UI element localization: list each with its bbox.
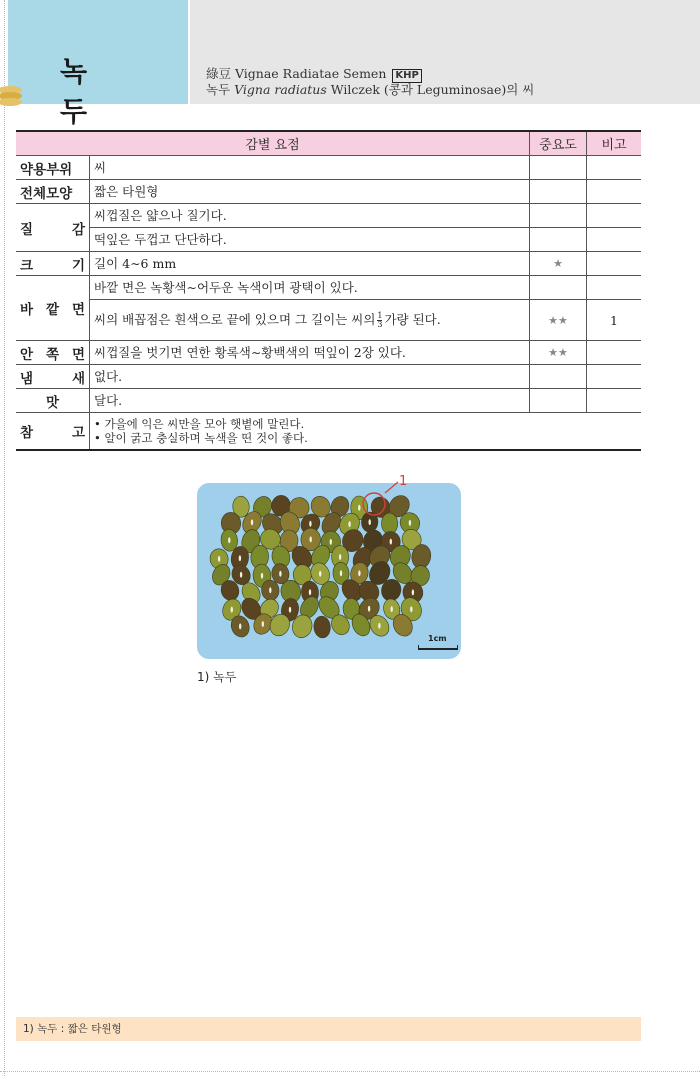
mung-bean-photo: [197, 483, 461, 659]
page-title: 녹 두: [60, 55, 114, 128]
table-row: [16, 252, 641, 276]
callout-number: 1: [399, 474, 408, 489]
importance-cell: ★★: [530, 300, 587, 341]
row-label: 바 깥 면: [16, 276, 90, 341]
table-row: [16, 204, 641, 228]
note-cell: [587, 389, 642, 413]
bean-hilum: [239, 555, 241, 561]
table-row: [16, 276, 641, 300]
row-text: 씨: [90, 156, 530, 180]
fraction-denominator: 3: [377, 320, 383, 329]
table-row: [16, 389, 641, 413]
row-label: 안 쪽 면: [16, 341, 90, 365]
bean-hilum: [289, 607, 291, 613]
row-text: 길이 4∼6 mm: [90, 252, 530, 276]
bean-hilum: [239, 623, 241, 629]
row-label: 냄 새: [16, 365, 90, 389]
importance-cell: [530, 180, 587, 204]
reference-cell: [90, 413, 642, 451]
page-border-left: [4, 0, 5, 1076]
table-row: [16, 156, 641, 180]
note-cell: 1: [587, 300, 642, 341]
bean-hilum: [319, 571, 321, 577]
footnote: 1) 녹두 : 짧은 타원형: [16, 1017, 641, 1041]
callout-marker: [358, 478, 402, 522]
bean-hilum: [231, 607, 233, 613]
note-cell: [587, 252, 642, 276]
table-row: [16, 413, 641, 451]
importance-cell: [530, 276, 587, 300]
bean-hilum: [339, 554, 341, 560]
scientific-name-line: [206, 80, 534, 98]
identification-table: [16, 130, 641, 451]
scale-bar: [418, 645, 458, 650]
note-cell: [587, 365, 642, 389]
note-cell: [587, 156, 642, 180]
row-text: 떡잎은 두껍고 단단하다.: [90, 228, 530, 252]
bean-hilum: [309, 589, 311, 595]
row-text: 짧은 타원형: [90, 180, 530, 204]
family-name: Wilczek (콩과 Leguminosae)의 씨: [326, 82, 535, 97]
bean-hilum: [378, 623, 380, 629]
note-cell: [587, 180, 642, 204]
bean: [313, 615, 331, 638]
latin-name: 綠豆 Vignae Radiatae Semen: [206, 66, 387, 81]
bean-hilum: [358, 570, 360, 576]
figure-caption: 1) 녹두: [197, 670, 237, 684]
bean-hilum: [391, 606, 393, 612]
title-block: [8, 0, 188, 128]
list-item: • 가을에 익은 씨만을 모아 햇볕에 말린다.: [94, 417, 637, 431]
note-cell: [587, 276, 642, 300]
bean-hilum: [410, 606, 412, 612]
importance-cell: [530, 204, 587, 228]
bean-hilum: [390, 539, 392, 545]
row-label: 참 고: [16, 413, 90, 451]
bean-hilum: [368, 606, 370, 612]
table-row: [16, 341, 641, 365]
table-header-row: [16, 131, 641, 156]
row-text: 달다.: [90, 389, 530, 413]
table-row: [16, 300, 641, 341]
header-bar: [190, 0, 700, 104]
reference-list: [94, 417, 637, 445]
header-remarks: 비고: [587, 131, 642, 156]
korean-name: 녹두: [206, 82, 235, 97]
row-label: 약용부위: [16, 156, 90, 180]
importance-cell: ★: [530, 252, 587, 276]
row-text: 바깥 면은 녹황색∼어두운 녹색이며 광택이 있다.: [90, 276, 530, 300]
note-cell: [587, 228, 642, 252]
bean-hilum: [269, 587, 271, 593]
row-text: 씨껍질은 얇으나 질기다.: [90, 204, 530, 228]
bean-hilum: [348, 521, 350, 527]
page-border-bottom: [0, 1071, 700, 1072]
row-label: 전체모양: [16, 180, 90, 204]
bean-hilum: [330, 539, 332, 545]
row-label: 크 기: [16, 252, 90, 276]
header-importance: 중요도: [530, 131, 587, 156]
importance-cell: ★★: [530, 341, 587, 365]
importance-cell: [530, 156, 587, 180]
bean-hilum: [262, 621, 264, 627]
bean-hilum: [251, 519, 253, 525]
hilum-text-part1: 씨의 배꼽점은 흰색으로 끝에 있으며 그 길이는 씨의: [94, 312, 376, 327]
bean-hilum: [261, 573, 263, 579]
importance-cell: [530, 365, 587, 389]
khp-badge: KHP: [392, 69, 421, 83]
bean-hilum: [279, 571, 281, 577]
note-cell: [587, 204, 642, 228]
bean-hilum: [218, 556, 220, 562]
bean-hilum: [409, 520, 411, 526]
fraction-numerator: 1: [377, 311, 383, 320]
importance-cell: [530, 228, 587, 252]
hilum-text-part2: 가량 된다.: [384, 312, 441, 327]
scientific-name: Vigna radiatus: [234, 82, 327, 97]
bean-hilum: [412, 589, 414, 595]
note-cell: [587, 341, 642, 365]
bean-hilum: [340, 570, 342, 576]
bean-hilum: [228, 537, 230, 543]
bean-hilum: [310, 536, 312, 542]
row-text: 씨껍질을 벗기면 연한 황록색∼황백색의 떡잎이 2장 있다.: [90, 341, 530, 365]
row-label: 맛: [16, 389, 90, 413]
row-label: 질 감: [16, 204, 90, 252]
bean-hilum: [309, 521, 311, 527]
bundle-decoration-icon: [0, 84, 24, 106]
list-item: • 알이 굵고 충실하며 녹색을 띤 것이 좋다.: [94, 431, 637, 445]
one-third-fraction: [377, 312, 382, 329]
table-row: [16, 365, 641, 389]
importance-cell: [530, 389, 587, 413]
row-text: 없다.: [90, 365, 530, 389]
table-row: [16, 228, 641, 252]
table-row: [16, 180, 641, 204]
row-text: [90, 300, 530, 341]
header-key-points: 감별 요점: [16, 131, 530, 156]
beans-illustration: [197, 483, 461, 659]
scale-label: 1cm: [428, 634, 447, 643]
bean-hilum: [240, 572, 242, 578]
